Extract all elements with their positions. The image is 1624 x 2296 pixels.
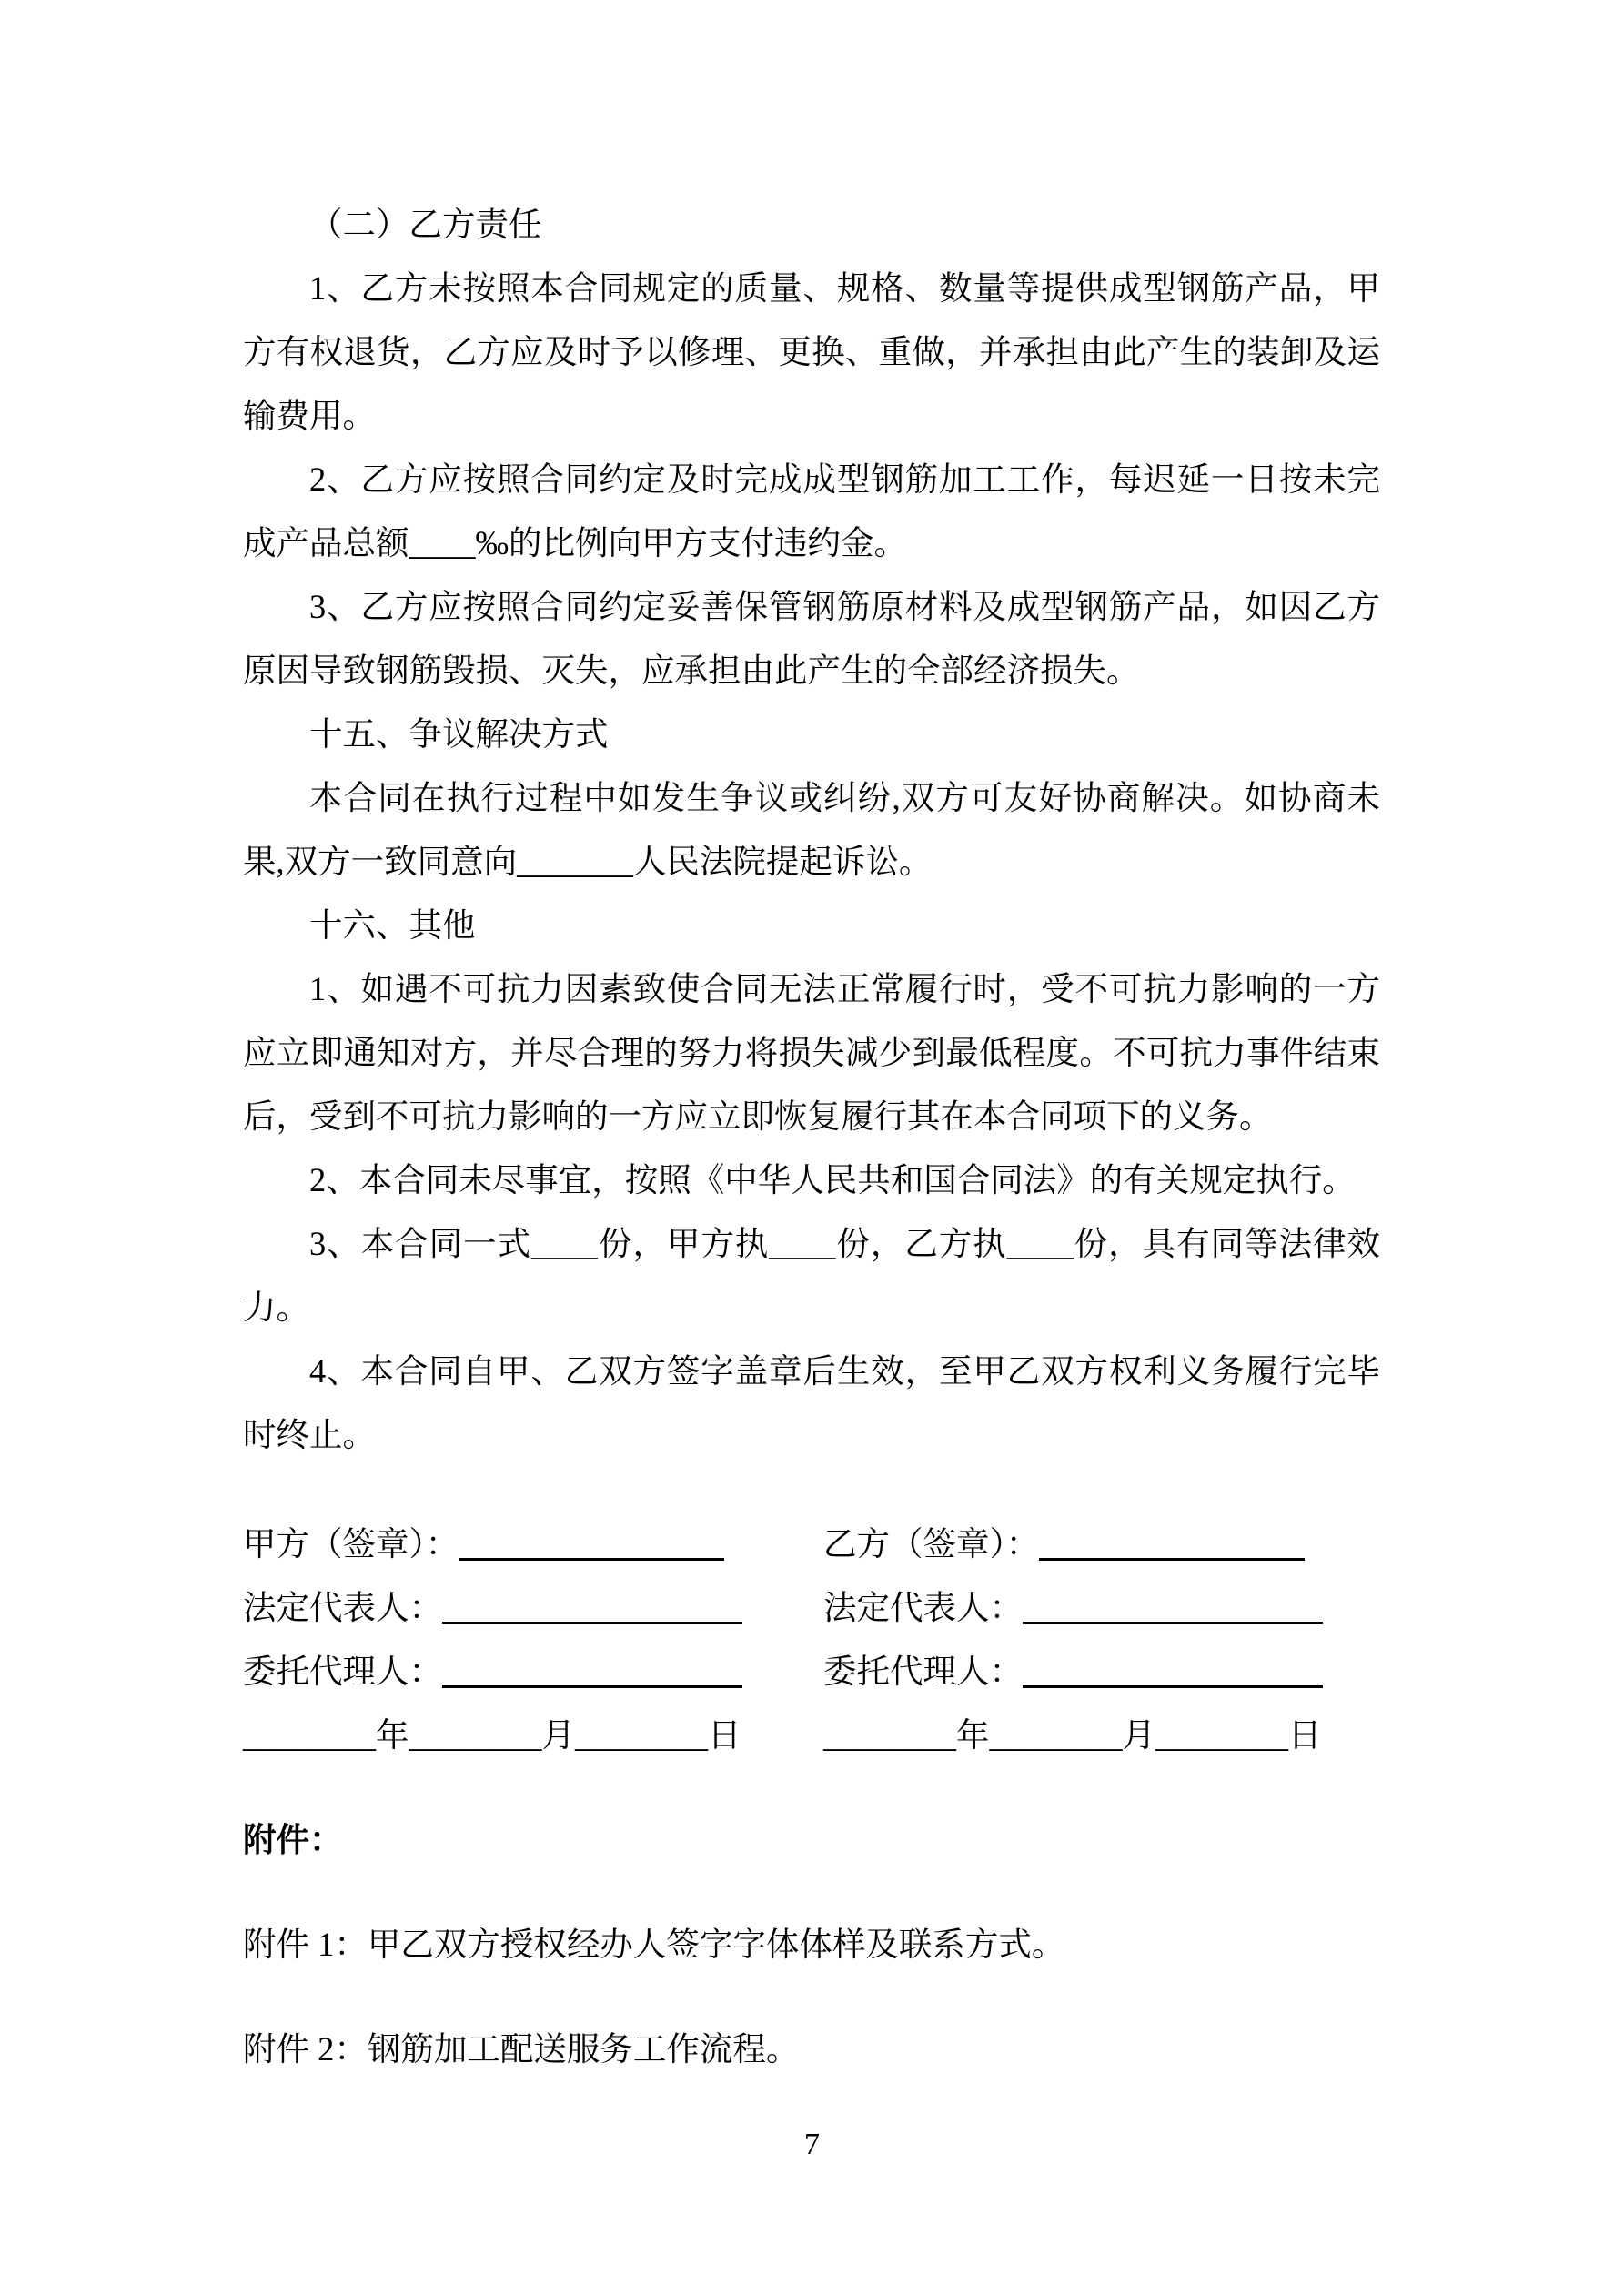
party-a-seal-blank-line: [459, 1558, 724, 1561]
party-a-legal-rep-label: 法定代表人：: [243, 1589, 442, 1626]
other-clause-1: 1、如遇不可抗力因素致使合同无法正常履行时，受不可抗力影响的一方应立即通知对方，并尽合理的努力将损失减少到最低程度。不可抗力事件结束后，受到不可抗力影响的一方应立即恢复履行其在本合同项下的义务。: [243, 970, 1380, 1135]
other-clause-2: 2、本合同未尽事宜，按照《中华人民共和国合同法》的有关规定执行。: [309, 1161, 1356, 1199]
signature-row-legal-rep: [243, 1576, 1380, 1640]
party-a-date-line: ________年________月________日: [243, 1716, 741, 1754]
party-b-legal-rep-blank-line: [1023, 1622, 1323, 1624]
signature-block: [243, 1512, 1380, 1767]
party-b-date-cell: [823, 1704, 1380, 1767]
document-content: [243, 193, 1380, 2081]
section-heading-16-other: 十六、其他: [309, 906, 476, 944]
attachments-heading: 附件：: [243, 1821, 343, 1858]
party-a-seal-label: 甲方（签章）：: [243, 1525, 459, 1563]
party-a-agent-cell: [243, 1640, 823, 1704]
signature-row-agent: [243, 1640, 1380, 1704]
section-heading-party-b-duty: （二）乙方责任: [309, 206, 542, 243]
attachment-item-1: 附件 1：甲乙双方授权经办人签字字体体样及联系方式。: [243, 1926, 1065, 1963]
party-b-seal-blank-line: [1039, 1558, 1305, 1561]
party-a-legal-rep-cell: [243, 1576, 823, 1640]
attachment-item-2: 附件 2：钢筋加工配送服务工作流程。: [243, 2030, 800, 2068]
party-b-seal-cell: [823, 1512, 1380, 1576]
party-b-agent-blank-line: [1023, 1685, 1323, 1688]
party-a-agent-blank-line: [442, 1685, 742, 1688]
party-b-legal-rep-cell: [823, 1576, 1380, 1640]
clause-1: 1、乙方未按照本合同规定的质量、规格、数量等提供成型钢筋产品，甲方有权退货，乙方应及时予以修理、更换、重做，并承担由此产生的装卸及运输费用。: [243, 269, 1380, 434]
clause-3: 3、乙方应按照合同约定妥善保管钢筋原材料及成型钢筋产品，如因乙方原因导致钢筋毁损、灭失，应承担由此产生的全部经济损失。: [243, 588, 1380, 689]
other-clause-4: 4、本合同自甲、乙双方签字盖章后生效，至甲乙双方权利义务履行完毕时终止。: [243, 1352, 1380, 1453]
dispute-clause: 本合同在执行过程中如发生争议或纠纷,双方可友好协商解决。如协商未果,双方一致同意向_______人民法院提起诉讼。: [243, 779, 1380, 880]
party-b-legal-rep-label: 法定代表人：: [823, 1589, 1023, 1626]
signature-row-seal: [243, 1512, 1380, 1576]
other-clause-3: 3、本合同一式____份，甲方执____份，乙方执____份，具有同等法律效力。: [243, 1225, 1380, 1326]
clause-2: 2、乙方应按照合同约定及时完成成型钢筋加工工作，每迟延一日按未完成产品总额____‰的比例向甲方支付违约金。: [243, 460, 1380, 561]
party-a-seal-cell: [243, 1512, 823, 1576]
party-a-date-cell: [243, 1704, 823, 1767]
signature-row-date: [243, 1704, 1380, 1767]
page-number: 7: [804, 2128, 820, 2161]
party-a-legal-rep-blank-line: [442, 1622, 742, 1624]
party-a-agent-label: 委托代理人：: [243, 1653, 442, 1690]
party-b-agent-cell: [823, 1640, 1380, 1704]
section-heading-15-dispute: 十五、争议解决方式: [309, 715, 609, 753]
party-b-date-line: ________年________月________日: [823, 1716, 1322, 1754]
party-b-seal-label: 乙方（签章）：: [823, 1525, 1040, 1563]
party-b-agent-label: 委托代理人：: [823, 1653, 1023, 1690]
